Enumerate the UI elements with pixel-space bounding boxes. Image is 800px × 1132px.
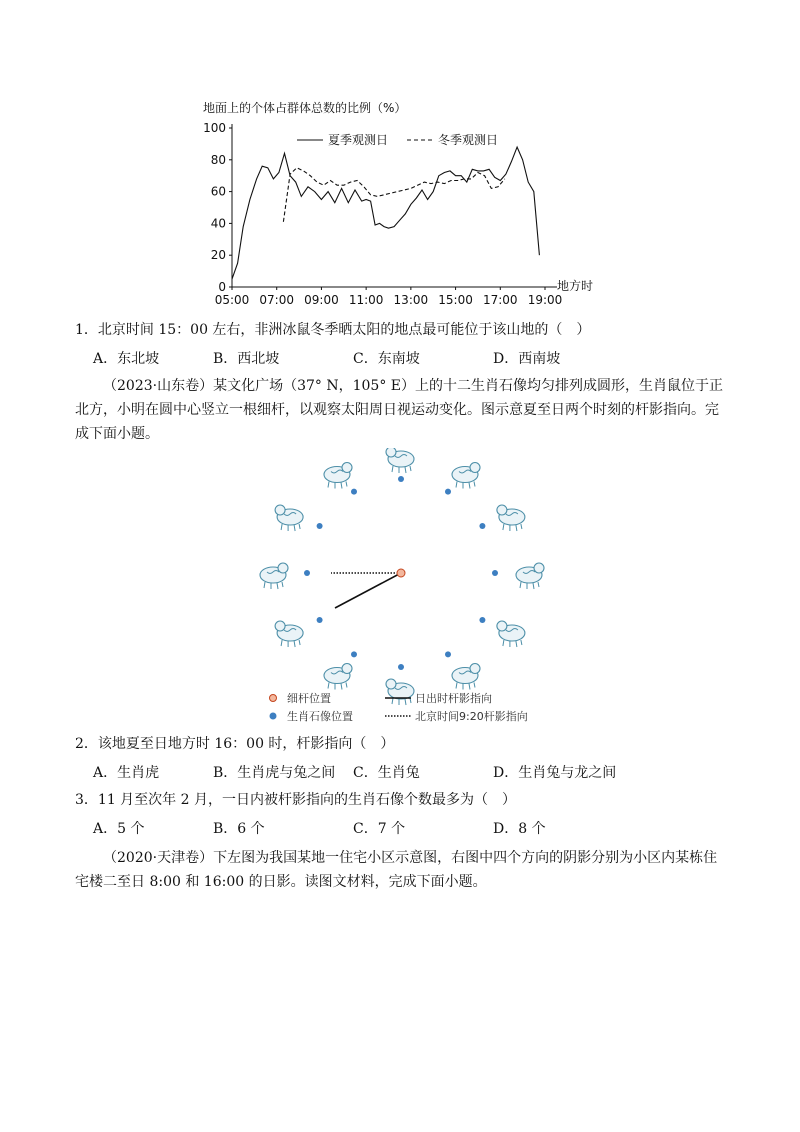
q3-option-d: D．8 个: [493, 821, 546, 837]
ox-statue-icon: [452, 463, 480, 489]
pig-statue-icon: [324, 463, 352, 489]
rat-statue-dot: [398, 476, 404, 482]
q3-option-a: A．5 个: [93, 821, 145, 837]
x-tick-label: 05:00: [214, 293, 250, 305]
monkey-statue-dot: [317, 617, 323, 623]
activity-line-chart: [195, 90, 615, 305]
y-tick-label: 0: [218, 280, 226, 294]
legend-sunrise-label: 日出时杆影指向: [415, 692, 492, 705]
x-tick-label: 09:00: [304, 293, 339, 305]
dragon-statue-dot: [479, 617, 485, 623]
x-tick-label: 13:00: [393, 293, 429, 305]
sunrise-shadow-line: [335, 573, 401, 608]
legend-summer-label: 夏季观测日: [328, 133, 389, 147]
q2-option-b: B．生肖虎与兔之间: [213, 765, 336, 781]
legend-rod-swatch: [270, 695, 277, 702]
question-1-stem: 1．北京时间 15：00 左右，非洲冰鼠冬季晒太阳的地点最可能位于该山地的（ ）: [75, 322, 591, 338]
tiger-statue-icon: [497, 505, 525, 531]
goat-statue-icon: [324, 664, 352, 690]
y-tick-label: 60: [210, 184, 226, 199]
chart-lines: [232, 147, 539, 279]
x-tick-label: 07:00: [259, 293, 295, 305]
q3-option-b: B．6 个: [213, 821, 265, 837]
y-tick-label: 20: [210, 248, 226, 263]
question-3-stem: 3．11 月至次年 2 月，一日内被杆影指向的生肖石像个数最多为（ ）: [75, 792, 516, 808]
question-2-stem: 2．该地夏至日地方时 16：00 时，杆影指向（ ）: [75, 736, 395, 752]
rat-statue-icon: [386, 448, 414, 473]
rabbit-statue-icon: [516, 563, 544, 589]
dog-statue-icon: [275, 505, 303, 531]
chart-title: 地面上的个体占群体总数的比例（%）: [203, 101, 407, 115]
chart-ticks: [203, 121, 562, 305]
zodiac-circle-figure: [245, 448, 575, 728]
goat-statue-dot: [351, 651, 357, 657]
monkey-statue-icon: [275, 621, 303, 647]
q1-option-a: A．东北坡: [93, 351, 160, 367]
chart-xlabel: 地方时: [557, 279, 594, 293]
q1-option-c: C．东南坡: [353, 351, 420, 367]
legend-winter-label: 冬季观测日: [438, 133, 499, 147]
y-tick-label: 100: [203, 121, 226, 135]
x-tick-label: 11:00: [348, 293, 384, 305]
passage-2-intro: （2023·山东卷）某文化广场（37° N，105° E）上的十二生肖石像均匀排列成圆形，生肖鼠位于正北方，小明在圆中心竖立一根细杆，以观察太阳周日视运动变化。图示意夏至日两个时刻的杆影指向。完成下面小题。: [75, 378, 723, 442]
x-tick-label: 15:00: [438, 293, 473, 305]
snake-statue-dot: [445, 651, 451, 657]
legend-statue-label: 生肖石像位置: [287, 710, 353, 723]
ox-statue-dot: [445, 489, 451, 495]
q2-option-d: D．生肖兔与龙之间: [493, 765, 617, 781]
x-tick-label: 17:00: [482, 293, 518, 305]
snake-statue-icon: [452, 664, 480, 690]
y-tick-label: 80: [210, 152, 226, 167]
q3-option-c: C．7 个: [353, 821, 406, 837]
q1-option-b: B．西北坡: [213, 351, 280, 367]
q2-option-a: A．生肖虎: [93, 765, 160, 781]
y-tick-label: 40: [210, 216, 226, 231]
q1-option-d: D．西南坡: [493, 351, 561, 367]
rabbit-statue-dot: [492, 570, 498, 576]
tiger-statue-dot: [479, 523, 485, 529]
winter-series-line: [283, 168, 504, 222]
rooster-statue-dot: [304, 570, 310, 576]
horse-statue-dot: [398, 664, 404, 670]
q2-option-c: C．生肖兔: [353, 765, 420, 781]
chart-axes: [232, 124, 557, 287]
legend-statue-swatch: [270, 713, 277, 720]
summer-series-line: [232, 147, 539, 279]
dragon-statue-icon: [497, 621, 525, 647]
dog-statue-dot: [317, 523, 323, 529]
rooster-statue-icon: [260, 563, 288, 589]
horse-statue-icon: [386, 679, 414, 705]
x-tick-label: 19:00: [527, 293, 563, 305]
rod-position-marker: [397, 569, 405, 577]
pig-statue-dot: [351, 489, 357, 495]
passage-3-intro: （2020·天津卷）下左图为我国某地一住宅小区示意图，右图中四个方向的阴影分别为小区内某栋住宅楼二至日 8:00 和 16:00 的日影。读图文材料，完成下面小题。: [75, 850, 718, 890]
chart-legend: [297, 132, 498, 147]
legend-beijing-label: 北京时间9:20杆影指向: [415, 710, 528, 723]
legend-rod-label: 细杆位置: [287, 692, 331, 705]
